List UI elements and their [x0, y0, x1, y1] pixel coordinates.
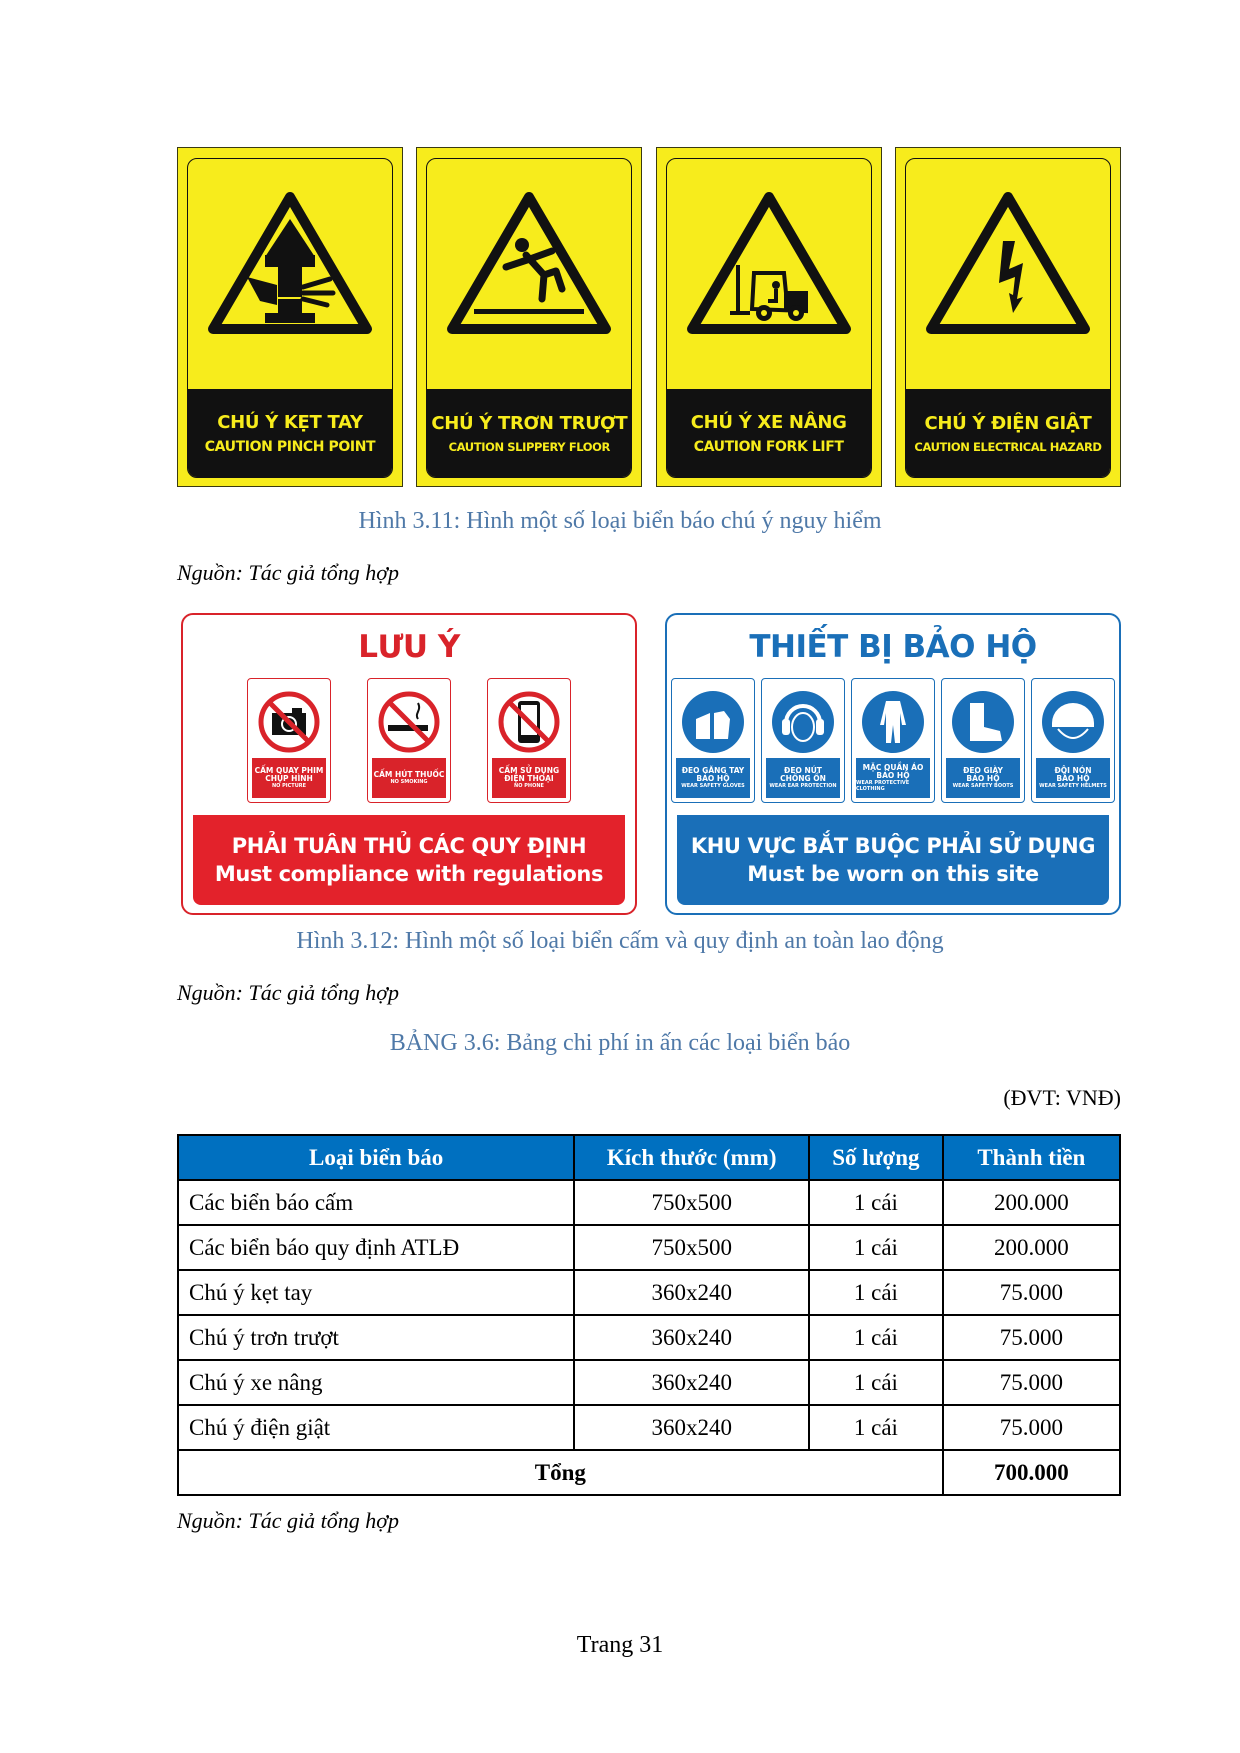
- total-label: Tổng: [178, 1450, 943, 1495]
- cell-size: 360x240: [574, 1270, 809, 1315]
- mini-sign-label: BẢO HỘ: [1056, 773, 1090, 783]
- page-number: Trang 31: [576, 1632, 664, 1658]
- sign-title-en: CAUTION FORK LIFT: [693, 438, 844, 455]
- banner-text-vi: PHẢI TUÂN THỦ CÁC QUY ĐỊNH: [231, 834, 587, 858]
- mini-sign-label-en: WEAR SAFETY HELMETS: [1039, 783, 1107, 789]
- caution-sign-slippery-floor: [416, 147, 642, 487]
- cell-amount: 75.000: [943, 1270, 1120, 1315]
- cell-sign-type: Các biển báo quy định ATLĐ: [178, 1225, 574, 1270]
- mini-sign-label: BẢO HỘ: [876, 771, 910, 780]
- mini-sign-label: CHỐNG ỒN: [780, 773, 826, 783]
- safety-gloves-icon: [680, 689, 746, 755]
- slippery-floor-icon: [444, 189, 614, 339]
- mini-sign-label-en: WEAR SAFETY GLOVES: [681, 783, 745, 789]
- panel-banner: [677, 815, 1109, 905]
- sign-title-vi: CHÚ Ý ĐIỆN GIẬT: [924, 412, 1092, 434]
- mini-sign-ear-protection: [761, 678, 845, 803]
- cell-amount: 75.000: [943, 1360, 1120, 1405]
- pinch-point-icon: [205, 189, 375, 339]
- mini-sign-boots: [941, 678, 1025, 803]
- mini-sign-gloves: [671, 678, 755, 803]
- mini-sign-no-camera: [247, 678, 331, 803]
- mini-sign-label: ĐỘI NÓN: [1054, 765, 1092, 775]
- column-header: Loại biển báo: [178, 1135, 574, 1180]
- cell-sign-type: Chú ý điện giật: [178, 1405, 574, 1450]
- cell-quantity: 1 cái: [809, 1180, 943, 1225]
- figure-caption-3-11: Hình 3.11: Hình một số loại biển báo chú ý nguy hiểm: [358, 508, 882, 534]
- mini-sign-protective-clothing: [851, 678, 935, 803]
- cell-sign-type: Chú ý xe nâng: [178, 1360, 574, 1405]
- caution-sign-electrical-hazard: [895, 147, 1121, 487]
- sign-title-en: CAUTION PINCH POINT: [204, 438, 376, 455]
- panel-title: THIẾT BỊ BẢO HỘ: [749, 629, 1037, 665]
- mini-sign-label-en: WEAR SAFETY BOOTS: [952, 783, 1014, 789]
- cell-quantity: 1 cái: [809, 1225, 943, 1270]
- unit-note: (ĐVT: VNĐ): [1003, 1085, 1121, 1110]
- mini-sign-label-en: NO PICTURE: [271, 783, 307, 789]
- cell-quantity: 1 cái: [809, 1315, 943, 1360]
- cell-quantity: 1 cái: [809, 1405, 943, 1450]
- mini-sign-label: CẤM SỬ DỤNG: [498, 765, 560, 775]
- cell-amount: 200.000: [943, 1225, 1120, 1270]
- mini-sign-label: ĐEO GIÀY: [963, 765, 1003, 775]
- cell-size: 750x500: [574, 1225, 809, 1270]
- mini-sign-label: MẶC QUẦN ÁO: [862, 762, 924, 772]
- mini-sign-label-en: WEAR PROTECTIVE CLOTHING: [856, 780, 910, 792]
- cell-sign-type: Chú ý trơn trượt: [178, 1315, 574, 1360]
- cell-amount: 200.000: [943, 1180, 1120, 1225]
- panel-title: LƯU Ý: [358, 629, 460, 665]
- mini-sign-no-phone: [487, 678, 571, 803]
- cell-size: 750x500: [574, 1180, 809, 1225]
- safety-boots-icon: [950, 689, 1016, 755]
- cell-size: 360x240: [574, 1315, 809, 1360]
- total-value: 700.000: [943, 1450, 1120, 1495]
- sign-title-en: CAUTION SLIPPERY FLOOR: [448, 439, 611, 454]
- mini-sign-label: ĐIỆN THOẠI: [504, 773, 554, 783]
- cell-sign-type: Chú ý kẹt tay: [178, 1270, 574, 1315]
- sign-title-en: CAUTION ELECTRICAL HAZARD: [914, 439, 1102, 454]
- column-header: Số lượng: [809, 1135, 943, 1180]
- caution-signs-figure: [177, 147, 1121, 487]
- mini-sign-label: CHỤP HÌNH: [265, 773, 313, 783]
- figure-source-3-11: Nguồn: Tác giả tổng hợp: [177, 560, 399, 585]
- mini-sign-label-en: NO PHONE: [514, 783, 544, 789]
- mini-sign-label: ĐEO NÚT: [784, 765, 822, 775]
- cell-size: 360x240: [574, 1360, 809, 1405]
- table-row: [178, 1405, 1120, 1450]
- column-header: Kích thước (mm): [574, 1135, 809, 1180]
- table-row: [178, 1270, 1120, 1315]
- sign-title-vi: CHÚ Ý XE NÂNG: [690, 411, 847, 433]
- column-header: Thành tiền: [943, 1135, 1120, 1180]
- cell-quantity: 1 cái: [809, 1360, 943, 1405]
- table-row: [178, 1315, 1120, 1360]
- no-smoking-icon: [376, 689, 442, 755]
- sign-title-vi: CHÚ Ý TRƠN TRƯỢT: [431, 412, 628, 434]
- mini-sign-label: CẤM HÚT THUỐC: [373, 769, 445, 779]
- table-total-row: [178, 1450, 1120, 1495]
- cell-amount: 75.000: [943, 1405, 1120, 1450]
- forklift-icon: [684, 189, 854, 339]
- sign-title-vi: CHÚ Ý KẸT TAY: [217, 411, 363, 433]
- banner-text-en: Must be worn on this site: [747, 862, 1039, 886]
- table-header-row: [178, 1135, 1120, 1180]
- mini-sign-label-en: WEAR EAR PROTECTION: [769, 783, 837, 789]
- mini-sign-label: BẢO HỘ: [696, 773, 730, 783]
- ear-protection-icon: [770, 689, 836, 755]
- caution-sign-pinch-point: [177, 147, 403, 487]
- figure-source-3-12: Nguồn: Tác giả tổng hợp: [177, 980, 399, 1005]
- cell-amount: 75.000: [943, 1315, 1120, 1360]
- cost-table: [177, 1134, 1121, 1496]
- mini-sign-label: ĐEO GĂNG TAY: [681, 765, 745, 775]
- no-phone-icon: [496, 689, 562, 755]
- electrical-hazard-icon: [923, 189, 1093, 339]
- cell-quantity: 1 cái: [809, 1270, 943, 1315]
- safety-helmet-icon: [1040, 689, 1106, 755]
- prohibition-panel: [181, 613, 637, 915]
- banner-text-vi: KHU VỰC BẮT BUỘC PHẢI SỬ DỤNG: [690, 834, 1096, 858]
- caution-sign-forklift: [656, 147, 882, 487]
- table-title: BẢNG 3.6: Bảng chi phí in ấn các loại biển báo: [389, 1030, 851, 1056]
- table-row: [178, 1225, 1120, 1270]
- mini-sign-helmet: [1031, 678, 1115, 803]
- panel-banner: [193, 815, 625, 905]
- protective-clothing-icon: [860, 689, 926, 755]
- table-row: [178, 1360, 1120, 1405]
- cell-sign-type: Các biển báo cấm: [178, 1180, 574, 1225]
- mini-sign-no-smoking: [367, 678, 451, 803]
- ppe-panel: [665, 613, 1121, 915]
- table-source: Nguồn: Tác giả tổng hợp: [177, 1508, 399, 1533]
- banner-text-en: Must compliance with regulations: [214, 862, 604, 886]
- no-camera-icon: [256, 689, 322, 755]
- figure-caption-3-12: Hình 3.12: Hình một số loại biển cấm và quy định an toàn lao động: [296, 928, 944, 954]
- cell-size: 360x240: [574, 1405, 809, 1450]
- mini-sign-label-en: NO SMOKING: [390, 778, 428, 785]
- mini-sign-label: BẢO HỘ: [966, 773, 1000, 783]
- table-row: [178, 1180, 1120, 1225]
- mini-sign-label: CẤM QUAY PHIM: [254, 765, 324, 775]
